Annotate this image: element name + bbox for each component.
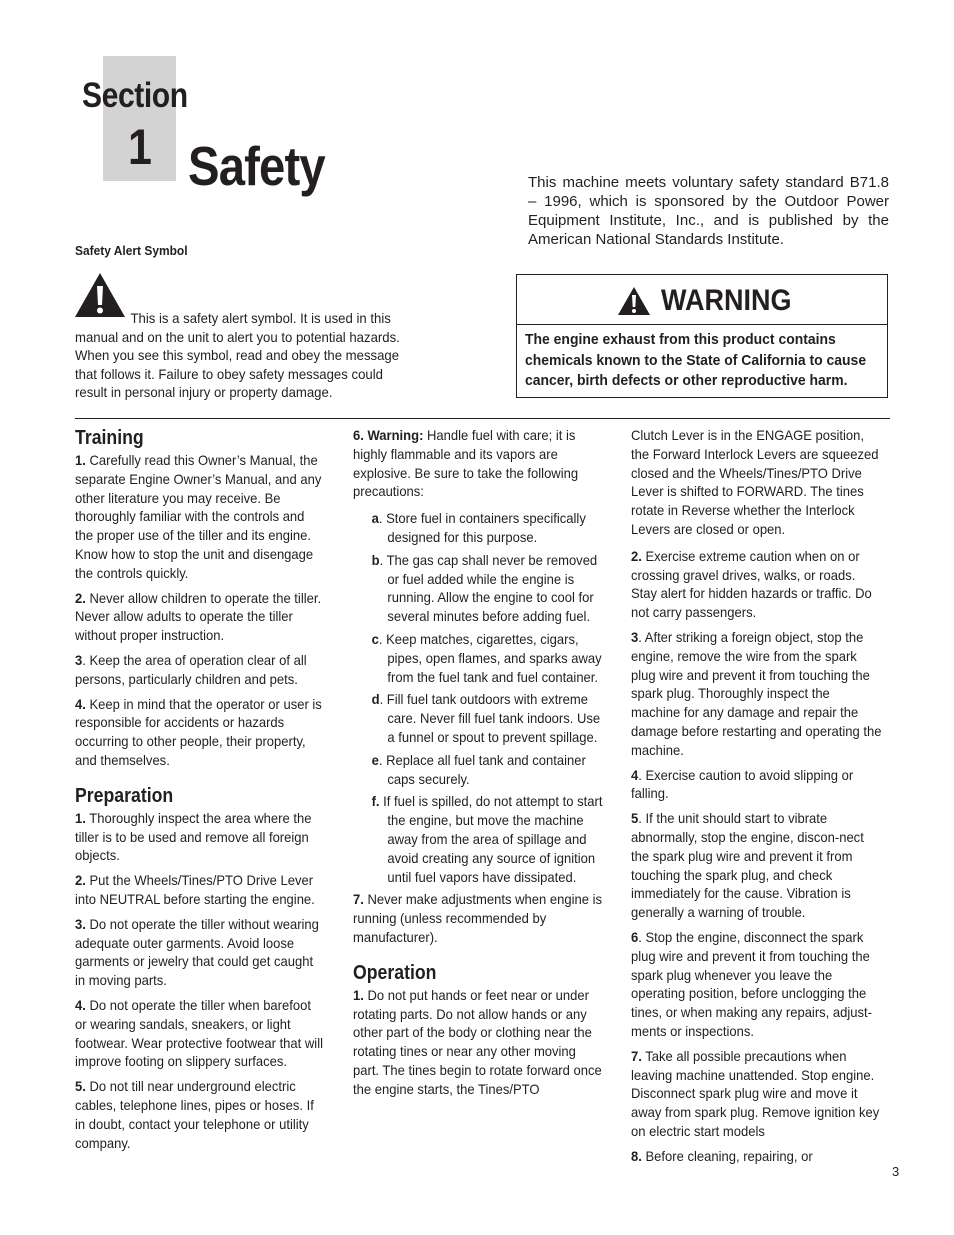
page-number: 3 (892, 1164, 900, 1179)
safety-alert-heading: Safety Alert Symbol (75, 243, 188, 258)
standard-notice: This machine meets voluntary safety standard B71.8 – 1996, which is sponsored by the Outdoor Power Equipment Institute, Inc., and is published by the American National Standards Institute. (528, 174, 889, 248)
divider (75, 418, 890, 419)
list-item: 8. Before cleaning, repairing, or (631, 1147, 813, 1164)
sub-list-item: a. Store fuel in containers specifically designed for this purpose. (371, 510, 586, 545)
list-item: 5. If the unit should start to vibrate abnormally, stop the engine, discon-nect the spark plug wire and prevent it from touching the spark plug, and check immediately for the cause. Vibration is generally a warning of trouble. (631, 810, 864, 921)
sub-list-item: e. Replace all fuel tank and container caps securely. (371, 751, 586, 787)
column-3 (631, 426, 882, 1171)
list-item: 7. Never make adjustments when engine is running (unless recommended by manufacturer). (353, 891, 602, 945)
warning-label: WARNING (661, 284, 792, 317)
warning-text: The engine exhaust from this product contains chemicals known to the State of California to cause cancer, birth defects or other reproductive harm. (525, 331, 867, 389)
list-item: 7. Take all possible precautions when leaving machine unattended. Stop engine. Disconnect spark plug wire and move it away from spark plug. Remove ignition key on electric start models (631, 1047, 880, 1139)
column-1 (75, 426, 326, 1158)
warning-triangle-icon (617, 286, 651, 316)
operation-heading: Operation (353, 961, 437, 984)
sub-list-item: b. The gas cap shall never be removed or fuel added while the engine is running. Allow the engine to cool for several minutes before adding fuel. (371, 551, 598, 625)
warning-box (516, 274, 888, 398)
list-item: 2. Exercise extreme caution when on or crossing gravel drives, walks, or roads. Stay alert for hidden hazards or traffic. Do not carry passengers. (631, 547, 872, 621)
column-2 (353, 426, 604, 1105)
sub-list-item: f. If fuel is spilled, do not attempt to start the engine, but move the machine away from the area of spillage and avoid creating any source of ignition until fuel vapors have dissipated. (371, 793, 603, 885)
preparation-heading: Preparation (75, 784, 174, 807)
section-label: Section (82, 76, 188, 115)
list-item: 6. Stop the engine, disconnect the spark plug wire and prevent it from touching the spark plug whenever you leave the operating position, before unclogging the tines, or when making any repairs, adjust-ments or inspections. (631, 928, 872, 1039)
page-title: Safety (188, 135, 325, 197)
list-item: 4. Do not operate the tiller when barefoot or wearing sandals, sneakers, or light footwear. Wear protective footwear that will improve footing on slippery surfaces. (75, 996, 323, 1070)
section-number: 1 (128, 119, 152, 175)
sub-list-item: c. Keep matches, cigarettes, cigars, pipes, open flames, and sparks away from the fuel tank and fuel container. (371, 630, 602, 685)
list-item: 3. Keep the area of operation clear of all persons, particularly children and pets. (75, 651, 307, 687)
list-item: 1. Carefully read this Owner’s Manual, the separate Engine Owner’s Manual, and any other literature you may receive. Be thoroughly familiar with the controls and the proper use of the tiller and its engine. Know how to stop the unit and disengage the controls quickly. (75, 452, 322, 581)
training-heading: Training (75, 427, 144, 449)
list-item-continued: Clutch Lever is in the ENGAGE position, the Forward Interlock Levers are squeezed closed and the Wheels/Tines/PTO Drive Lever is shifted to FORWARD. The tines rotate in Reverse whether the Interlock Levers are closed or open. (631, 427, 879, 537)
list-item: 5. Do not till near underground electric cables, telephone lines, pipes or hoses. If in doubt, contact your telephone or utility company. (75, 1078, 314, 1151)
list-item: 3. After striking a foreign object, stop the engine, remove the wire from the spark plug wire and prevent it from touching the spark plug. Thoroughly inspect the machine for any damage and repair the damage before restarting and operating the machine. (631, 628, 882, 758)
list-item: 4. Exercise caution to avoid slipping or falling. (631, 766, 854, 802)
list-item: 2. Put the Wheels/Tines/PTO Drive Lever into NEUTRAL before starting the engine. (75, 872, 315, 907)
list-item: 1. Do not put hands or feet near or under rotating parts. Do not allow hands or any other part of the body or clothing near the rotating tines or near any other moving part. The tines begin to rotate forward once the engine starts, the Tines/PTO (353, 986, 602, 1097)
warning-header (517, 275, 887, 325)
list-item: 1. Thoroughly inspect the area where the tiller is to be used and remove all foreign objects. (75, 809, 312, 864)
sub-list-item: d. Fill fuel tank outdoors with extreme care. Never fill fuel tank indoors. Use a funnel or spout to prevent spillage. (371, 691, 601, 745)
list-item: 4. Keep in mind that the operator or user is responsible for accidents or hazards occurring to other people, their property, and themselves. (75, 695, 322, 768)
list-item: 6. Warning: Handle fuel with care; it is highly flammable and its vapors are explosive. Be sure to take the following precautions: (353, 427, 579, 500)
list-item: 3. Do not operate the tiller without wearing adequate outer garments. Avoid loose garments or jewelry that could get caught in moving parts. (75, 915, 319, 989)
list-item: 2. Never allow children to operate the tiller. Never allow adults to operate the tiller without proper instruction. (75, 589, 322, 644)
safety-alert-text: This is a safety alert symbol. It is used in this manual and on the unit to alert you to potential hazards. When you see this symbol, read and obey the message that follows it. Failure to obey safety messages could result in personal injury or property damage. (75, 310, 400, 401)
